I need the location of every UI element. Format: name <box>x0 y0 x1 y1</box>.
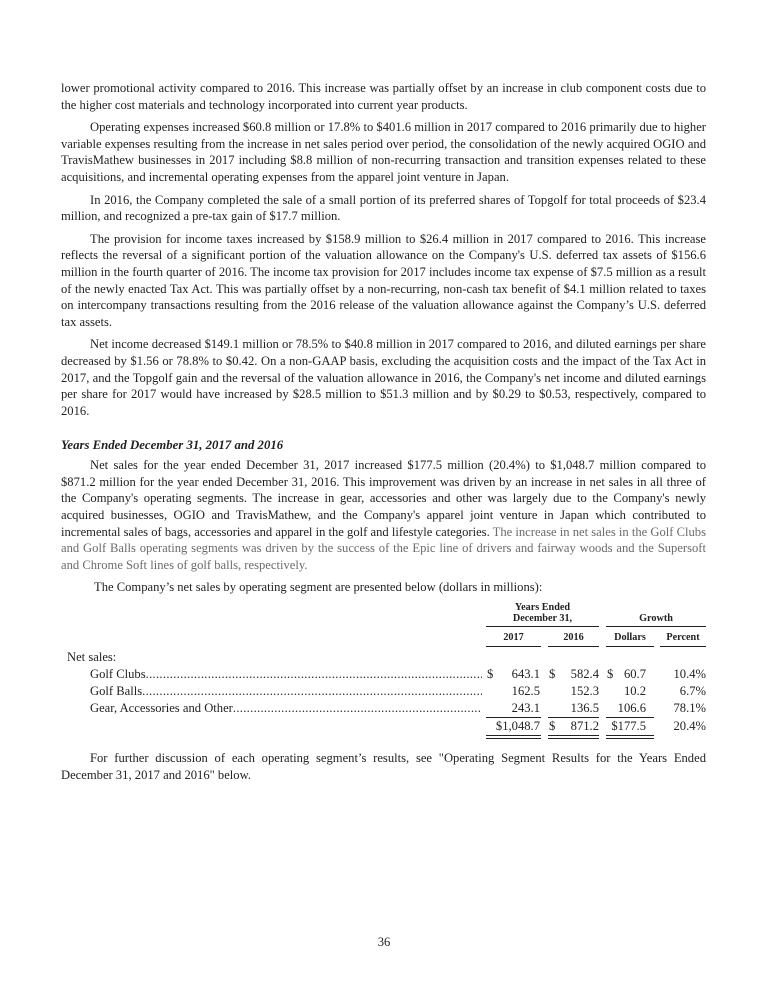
paragraph-net-income: Net income decreased $149.1 million or 78.5% to $40.8 million in 2017 compared to 2016, and diluted earnings per share decreased by $1.56 or 78.8% to $0.42. On a non-GAAP basis, excluding the acquisition costs and the impact of the Tax Act in 2017, and the Topgolf gain and the reversal of the valuation allowance in 2016, the Company's net income and diluted earnings per share for 2017 would have increased by $28.5 million to $51.3 million and by $0.29 to $0.53, respectively, compared to 2016. <box>61 337 706 418</box>
leader-dots <box>233 701 482 715</box>
cell-2016: 152.3 <box>570 684 599 699</box>
page-number: 36 <box>377 935 391 949</box>
rule-2016 <box>548 646 599 647</box>
paragraph-closing: For further discussion of each operating segment’s results, see "Operating Segment Results for the Years Ended December 31, 2017 and 2016" below. <box>61 751 706 782</box>
net-sales-label: Net sales: <box>67 650 117 665</box>
subtotal-rule-2016 <box>548 717 599 718</box>
row-label: Gear, Accessories and Other <box>90 701 233 716</box>
cell-2017: 243.1 <box>511 701 540 716</box>
currency-sign: $ <box>607 667 614 682</box>
header-growth: Growth <box>639 613 673 625</box>
cell-2017: 643.1 <box>511 667 540 682</box>
leader-dots <box>146 667 482 681</box>
total-double-rule-dollars <box>606 735 654 736</box>
header-years-ended-line1: Years Ended <box>514 602 571 614</box>
currency-sign: $ <box>549 719 556 734</box>
header-years-ended <box>486 602 599 624</box>
net-sales-table <box>61 600 706 740</box>
net-sales-text: Net sales for the year ended December 31, 2017 increased $177.5 million (20.4%) to $1,048.7 million compared to $871.2 million for the year ended December 31, 2016. This improvement was driven by an increase in net sales in all three of the Company's operating segments. The increase in gear, accessories and other was largely due to the Company's newly acquired businesses, OGIO and TravisMathew, and the Company's apparel joint venture in Japan which contributed to incremental sales of bags, accessories and apparel in the golf and lifestyle categories. <box>61 458 706 539</box>
rule-growth <box>606 626 706 627</box>
document-page <box>61 80 706 789</box>
paragraph-operating-expenses: Operating expenses increased $60.8 million or 17.8% to $401.6 million in 2017 compared to 2016 primarily due to higher variable expenses resulting from the increase in net sales period over period, the consolidation of the newly acquired OGIO and TravisMathew businesses in 2017 including $8.8 million of non-recurring transaction and transition expenses related to these acquisitions, and incremental operating expenses from the apparel joint venture in Japan. <box>61 120 706 184</box>
table-row-golf-balls <box>90 684 482 699</box>
rule-years-ended <box>486 626 599 627</box>
cell-dollars: 106.6 <box>617 701 646 716</box>
paragraph-income-taxes: The provision for income taxes increased by $158.9 million to $26.4 million in 2017 compared to 2016. This increase reflects the reversal of a significant portion of the valuation allowance on the Company's U.S. deferred tax assets of $156.6 million in the fourth quarter of 2016. The income tax provision for 2017 includes income tax expense of $7.5 million as a result of the newly enacted Tax Act. This was partially offset by a non-recurring, non-cash tax benefit of $4.1 million related to taxes on intercompany transactions resulting from the 2016 release of the valuation allowance against the Company’s U.S. deferred tax assets. <box>61 231 706 329</box>
section-heading: Years Ended December 31, 2017 and 2016 <box>61 438 284 453</box>
rule-percent <box>660 646 706 647</box>
total-dollars: $177.5 <box>611 719 646 734</box>
paragraph-gross-margin-cont: lower promotional activity compared to 2016. This increase was partially offset by an increase in club component costs due to the higher cost materials and technology incorporated into current year products. <box>61 81 706 112</box>
subtotal-rule-dollars <box>606 717 654 718</box>
col-header-dollars: Dollars <box>614 632 646 644</box>
header-years-ended-line2: December 31, <box>512 613 573 625</box>
total-percent: 20.4% <box>673 719 706 734</box>
cell-2016: 582.4 <box>570 667 599 682</box>
currency-sign: $ <box>487 667 494 682</box>
table-row-golf-clubs <box>90 667 482 682</box>
cell-percent: 6.7% <box>679 684 706 699</box>
table-intro: The Company’s net sales by operating segment are presented below (dollars in millions): <box>94 580 543 595</box>
col-header-2016: 2016 <box>563 632 584 644</box>
paragraph-net-sales <box>61 457 706 573</box>
total-double-rule-2017 <box>486 735 541 736</box>
total-2016: 871.2 <box>570 719 599 734</box>
cell-dollars: 10.2 <box>623 684 646 699</box>
total-2017: $1,048.7 <box>495 719 540 734</box>
cell-dollars: 60.7 <box>623 667 646 682</box>
cell-percent: 10.4% <box>673 667 706 682</box>
subtotal-rule-2017 <box>486 717 541 718</box>
total-double-rule-2016 <box>548 735 599 736</box>
net-sales-muted-text: The increase in net sales in the Golf Clubs and Golf Balls operating segments was driven by the success of the Epic line of drivers and fairway woods and the Supersoft and Chrome Soft lines of golf balls, respectively. <box>61 524 706 572</box>
paragraph-topgolf-sale: In 2016, the Company completed the sale of a small portion of its preferred shares of Topgolf for total proceeds of $23.4 million, and recognized a pre-tax gain of $17.7 million. <box>61 192 706 224</box>
col-header-percent: Percent <box>666 632 700 644</box>
cell-2017: 162.5 <box>511 684 540 699</box>
currency-sign: $ <box>549 667 556 682</box>
rule-2017 <box>486 646 541 647</box>
leader-dots <box>142 684 482 698</box>
col-header-2017: 2017 <box>503 632 524 644</box>
row-label: Golf Balls <box>90 684 143 699</box>
table-row-gear-accessories-other <box>90 701 482 716</box>
cell-percent: 78.1% <box>673 701 706 716</box>
row-label: Golf Clubs <box>90 667 146 682</box>
rule-dollars <box>606 646 654 647</box>
cell-2016: 136.5 <box>570 701 599 716</box>
